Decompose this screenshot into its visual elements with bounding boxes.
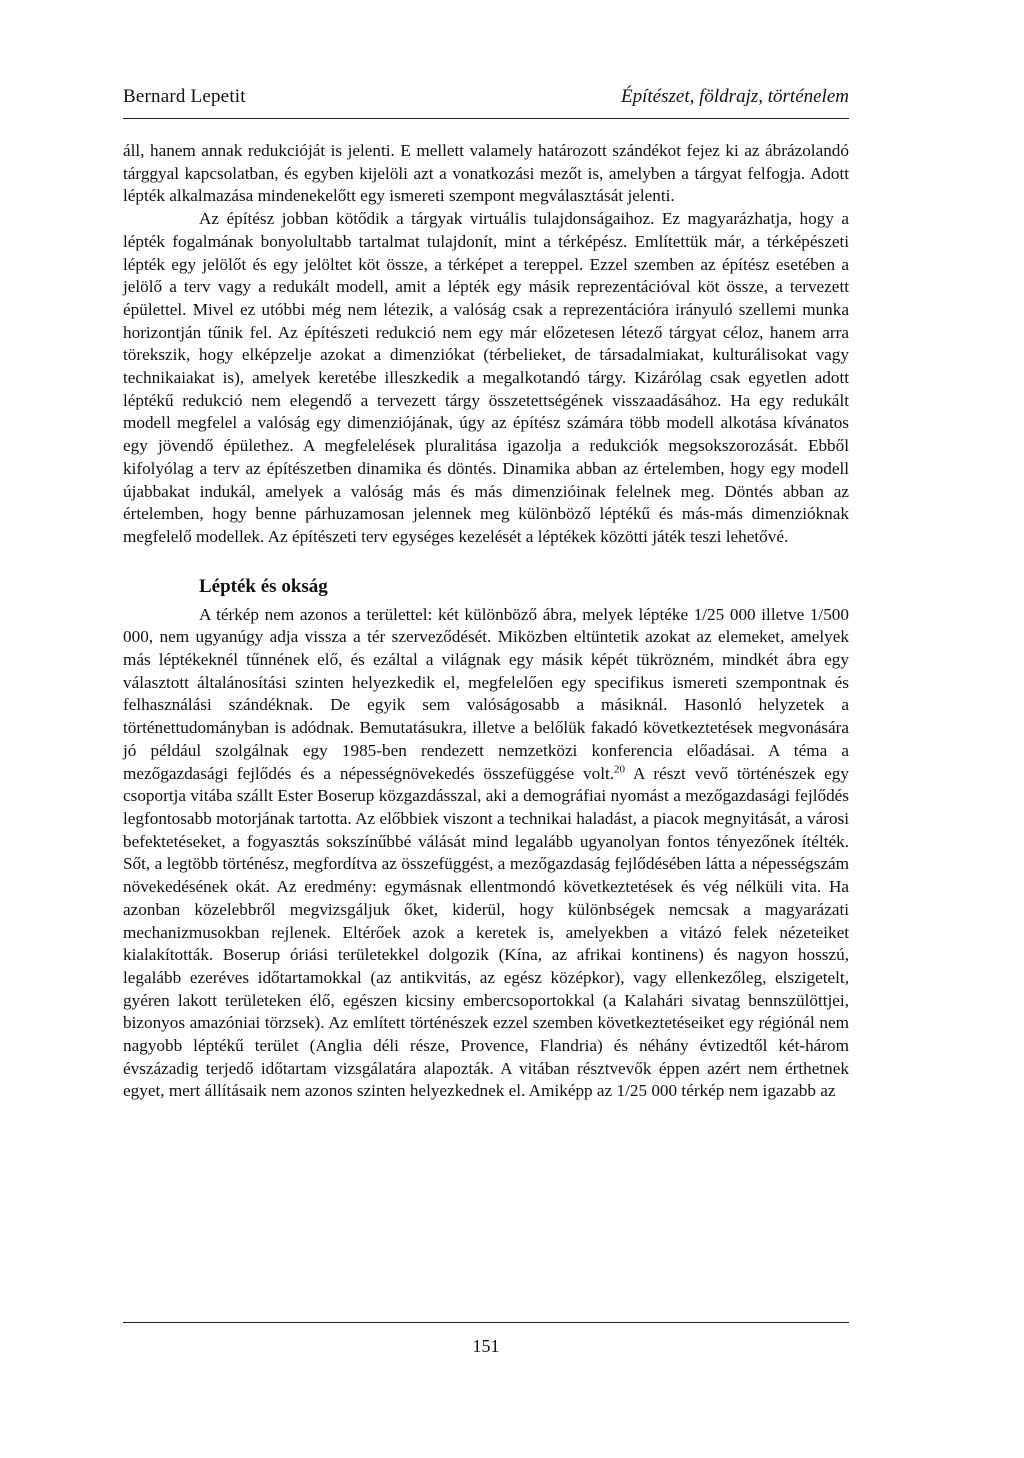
- book-page: [123, 0, 849, 1458]
- footer-rule: [123, 1322, 849, 1323]
- header-rule: [123, 118, 849, 119]
- paragraph-architect: Az építész jobban kötődik a tárgyak virtuális tulajdonságaihoz. Ez magyarázhatja, hogy a lépték fogalmának bonyolultabb tartalmat tulajdonít, mint a térképész. Említettük már, a térképészeti lépték egy jelölőt és egy jelöltet köt össze, a térképet a tereppel. Ezzel szemben az építész esetében a jelölő a terv vagy a redukált modell, amit a lépték egy másik reprezentációval köt össze, a tervezett épülettel. Mivel ez utóbbi még nem létezik, a valóság csak a reprezentációra irányuló szellemi munka horizontján tűnik fel. Az építészeti redukció nem egy már előzetesen létező tárgyat céloz, hanem arra törekszik, hogy elképzelje azokat a dimenziókat (térbelieket, de társadalmiakat, kulturálisokat vagy technikaiakat is), amelyek keretébe illeszkedik a megalkotandó tárgy. Kizárólag csak egyetlen adott léptékű redukció nem elegendő a tervezett tárgy összetettségének visszaadásához. Ha egy redukált modell megfelel a valóság egy dimenziójának, úgy az építész számára több modell alkotása kívánatos egy jövendő épülethez. A megfelelések pluralitása igazolja a redukciók megsokszorozását. Ebből kifolyólag a terv az építészetben dinamika és döntés. Dinamika abban az értelemben, hogy egy modell újabbakat indukál, amelyek a valóság más és más dimenzióinak felelnek meg. Döntés abban az értelemben, hogy benne párhuzamosan jelennek meg különböző léptékű és más-más dimenzióknak megfelelő modellek. Az építészeti terv egységes kezelését a léptékek közötti játék teszi lehetővé.: [123, 209, 849, 546]
- section-heading: Lépték és okság: [199, 575, 328, 597]
- body-text: [123, 140, 849, 1103]
- footnote-reference[interactable]: 20: [614, 762, 626, 775]
- paragraph-text-part-1: A térkép nem azonos a területtel: két különböző ábra, melyek léptéke 1/25 000 illetve 1/500 000, nem ugyanúgy adja vissza a tér szerveződését. Miközben eltüntetik azokat az elemeket, amelyek más léptékeknél tűnnének elő, és ezáltal a világnak egy másik képét tükrözném, mindkét ábra egy választott általánosítási szinten helyezkedik el, megfelelően egy specifikus ismereti szempontnak és felhasználási szándéknak. De egyik sem valóságosabb a másiknál. Hasonló helyzetek a történettudományban is adódnak. Bemutatásukra, illetve a belőlük fakadó következtetések megvonására jó például szolgálnak egy 1985-ben rendezett nemzetközi konferencia előadásai. A téma a mezőgazdasági fejlődés és a népességnövekedés összefüggése volt.: [123, 604, 849, 783]
- paragraph-continuation: áll, hanem annak redukcióját is jelenti. E mellett valamely határozott szándékot fejez ki az ábrázolandó tárggyal kapcsolatban, és egyben kijelöli azt a vonatkozási mezőt is, amelyben a tárgyat felfogja. Adott lépték alkalmazása mindenekelőtt egy ismereti szempont megválasztását jelenti.: [123, 141, 849, 206]
- running-head-title: Építészet, földrajz, történelem: [621, 86, 849, 107]
- running-head-author: Bernard Lepetit: [123, 86, 246, 107]
- running-head: [123, 86, 849, 114]
- page-number: 151: [472, 1336, 500, 1356]
- paragraph-scale-causality: [123, 604, 849, 1103]
- paragraph-text-part-2: A részt vevő történészek egy csoportja vitába szállt Ester Boserup közgazdásszal, aki a demográfiai nyomást a mezőgazdasági fejlődés legfontosabb motorjának tartotta. Az előbbiek viszont a technikai haladást, a piacok megnyitását, a városi befektetéseket, a fogyasztás sokszínűbbé válását mind legalább ugyanolyan fontos tényezőnek ítélték. Sőt, a legtöbb történész, megfordítva az összefüggést, a mezőgazdaság fejlődésében látta a népességszám növekedésének okát. Az eredmény: egymásnak ellentmondó következtetések és vég nélküli vita. Ha azonban közelebbről megvizsgáljuk őket, kiderül, hogy különbségek nemcsak a magyarázati mechanizmusokban rejlenek. Eltérőek azok a keretek is, amelyekben a vitázó felek nézeteiket kialakították. Boserup óriási területekkel dolgozik (Kína, az afrikai kontinens) és nagyon hosszú, legalább ezeréves időtartamokkal (az antikvitás, az egész középkor), vagy ellenkezőleg, elszigetelt, gyéren lakott területeken élő, egészen kicsiny embercsoportokkal (a Kalahári sivatag bennszülöttjei, bizonyos amazóniai törzsek). Az említett történészek ezzel szemben következtetéseiket egy régiónál nem nagyobb léptékű terület (Anglia déli része, Provence, Flandria) és néhány évtizedtől két-három évszázadig terjedő időtartam vizsgálatára alapozták. A vitában résztvevők éppen azért nem érthetnek egyet, mert állításaik nem azonos szinten helyezkednek el. Amiképp az 1/25 000 térkép nem igazabb az: [123, 763, 849, 1101]
